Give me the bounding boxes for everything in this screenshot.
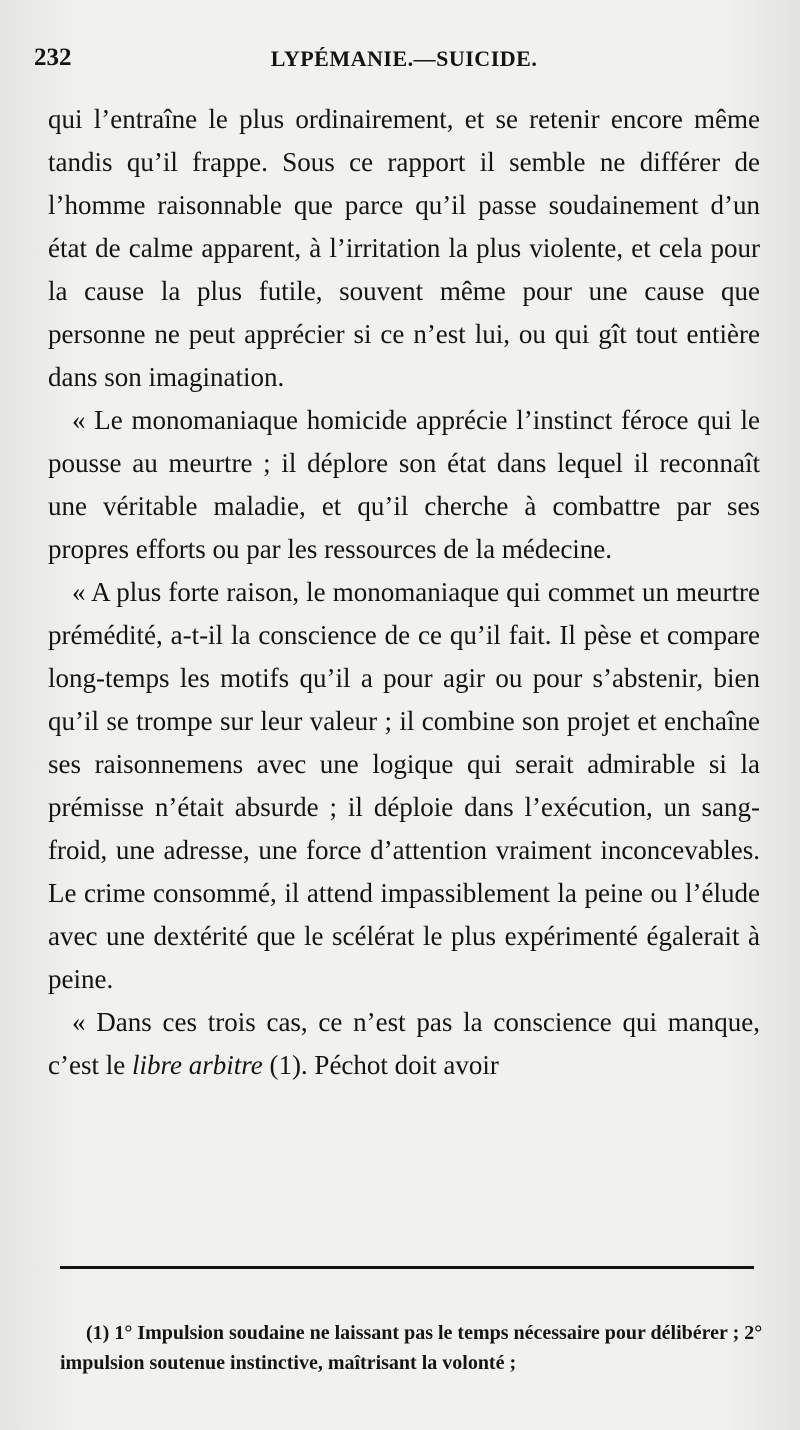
running-head bbox=[34, 40, 760, 90]
paragraph-three-cases bbox=[48, 1001, 760, 1087]
page-number: 232 bbox=[34, 44, 72, 71]
paragraph-premeditated-murder: « A plus forte raison, le monomaniaque qui commet un meurtre prémédité, a-t-il la conscience de ce qu’il fait. Il pèse et compare long-temps les motifs qu’il a pour agir ou pour s’abstenir, bien qu’il se trompe sur leur valeur ; il combine son projet et enchaîne ses raisonnemens avec une logique qui serait admirable si la prémisse n’était absurde ; il déploie dans l’exécution, un sang-froid, une adresse, une force d’attention vraiment inconcevables. Le crime consommé, il attend impassiblement la peine ou l’élude avec une dextérité que le scélérat le plus expérimenté égalerait à peine. bbox=[48, 577, 760, 994]
paragraph-three-cases-start: « Dans ces trois cas, ce n’est pas la conscience qui manque, c’est le bbox=[48, 1007, 760, 1080]
italic-libre-arbitre: libre arbitre bbox=[131, 1050, 263, 1080]
paragraph-continuation: qui l’entraîne le plus ordinairement, et se retenir encore même tandis qu’il frappe. Sous ce rapport il semble ne différer de l’homme raisonnable que parce qu’il passe soudainement d’un état de calme apparent, à l’irritation la plus violente, et cela pour la cause la plus futile, souvent même pour une cause que personne ne peut apprécier si ce n’est lui, ou qui gît tout entière dans son imagination. bbox=[48, 104, 760, 392]
footnote-1: (1) 1° Impulsion soudaine ne laissant pas le temps nécessaire pour délibérer ; 2° impulsion soutenue instinctive, maîtrisant la volonté ; bbox=[60, 1322, 763, 1374]
running-title: LYPÉMANIE.—SUICIDE. bbox=[270, 46, 538, 71]
footnote-rule bbox=[60, 1266, 754, 1269]
paragraph-homicidal-monomaniac: « Le monomaniaque homicide apprécie l’instinct féroce qui le pousse au meurtre ; il déplore son état dans lequel il reconnaît une véritable maladie, et qu’il cherche à combattre par ses propres efforts ou par les ressources de la médecine. bbox=[48, 405, 760, 564]
body-text bbox=[48, 98, 760, 1087]
footnotes bbox=[60, 1318, 770, 1378]
paragraph-three-cases-end: (1). Péchot doit avoir bbox=[262, 1050, 499, 1080]
